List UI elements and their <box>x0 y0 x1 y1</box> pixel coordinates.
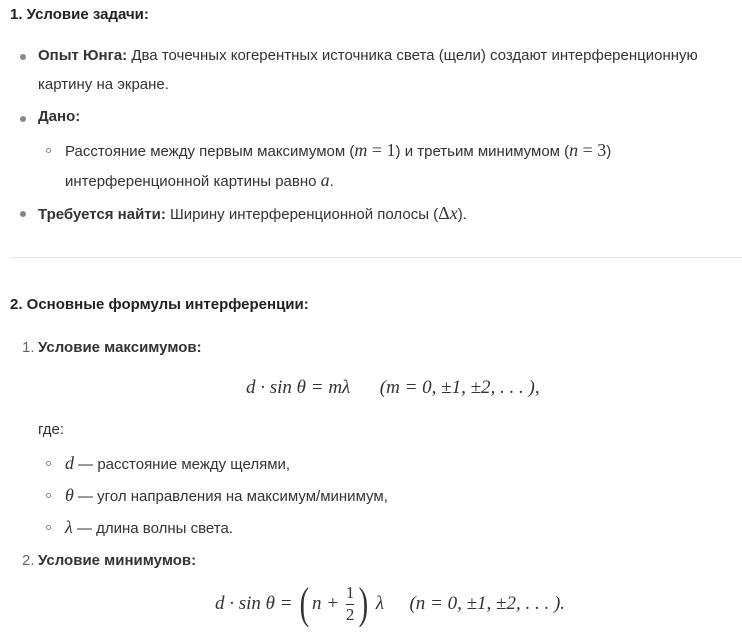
list-number-1: 1. <box>22 339 35 356</box>
one-half-fraction <box>346 584 355 624</box>
minima-formula-left: d · sin θ = <box>215 593 293 614</box>
given-distance-line2 <box>65 170 334 191</box>
frac-numerator: 1 <box>345 582 355 602</box>
young-experiment-text-1: Два точечных когерентных источника света (щели) создают интерференционную <box>131 47 698 64</box>
section1-heading: 1. Условие задачи: <box>10 6 149 23</box>
var-theta: θ <box>65 485 74 505</box>
var-x: x <box>449 203 458 223</box>
sub-bullet-marker <box>46 525 51 530</box>
def-theta-text: — угол направления на максимум/минимум, <box>73 488 388 505</box>
find-label: Требуется найти: <box>38 206 166 223</box>
find-line <box>38 203 467 224</box>
section-divider <box>10 257 742 258</box>
list-number-2: 2. <box>22 552 35 569</box>
minima-label: Условие минимумов: <box>38 552 197 569</box>
maxima-formula-left: d · sin θ = mλ <box>246 377 351 398</box>
sub-bullet-marker <box>46 493 51 498</box>
def-d <box>65 453 290 474</box>
maxima-label: Условие максимумов: <box>38 339 202 356</box>
minima-lambda: λ <box>375 593 384 614</box>
section2-heading: 2. Основные формулы интерференции: <box>10 296 309 313</box>
given-text-a: Расстояние между первым максимумом ( <box>65 143 355 160</box>
right-paren: ) <box>358 579 369 628</box>
bullet-marker <box>20 116 26 122</box>
def-d-text: — расстояние между щелями, <box>74 456 291 473</box>
left-paren: ( <box>299 579 310 628</box>
var-m: m <box>354 140 368 160</box>
def-lambda <box>65 517 233 538</box>
young-experiment-text-2: картину на экране. <box>38 76 169 93</box>
where-label: где: <box>38 421 65 438</box>
minima-formula <box>215 579 566 628</box>
maxima-formula-right: (m = 0, ±1, ±2, . . . ), <box>379 377 540 398</box>
find-text: Ширину интерференционной полосы ( <box>170 206 439 223</box>
given-label: Дано: <box>38 108 81 125</box>
period: . <box>329 173 334 190</box>
delta-symbol: Δ <box>438 203 450 223</box>
var-d: d <box>65 453 74 473</box>
var-a: a <box>320 170 330 190</box>
var-n: n <box>569 140 579 160</box>
bullet-marker <box>20 54 26 60</box>
minima-formula-right: (n = 0, ±1, ±2, . . . ). <box>409 593 566 614</box>
minima-n-plus: n + <box>311 593 340 614</box>
young-experiment-line1 <box>38 47 698 64</box>
sub-bullet-marker <box>46 148 51 153</box>
frac-denominator: 2 <box>345 604 355 624</box>
eq-three: = 3 <box>578 140 607 160</box>
def-theta <box>65 485 388 506</box>
given-text-b: ) и третьим минимумом ( <box>395 143 570 160</box>
find-end: ). <box>457 206 467 223</box>
eq-one: = 1 <box>367 140 396 160</box>
var-lambda: λ <box>65 517 73 537</box>
bullet-marker <box>20 211 26 217</box>
given-text-c: ) <box>606 143 612 160</box>
young-experiment-label: Опыт Юнга: <box>38 47 128 64</box>
def-lambda-text: — длина волны света. <box>72 520 233 537</box>
sub-bullet-marker <box>46 461 51 466</box>
given-text-l2: интерференционной картины равно <box>65 173 317 190</box>
given-distance-line1 <box>65 140 611 161</box>
maxima-formula <box>246 377 540 399</box>
